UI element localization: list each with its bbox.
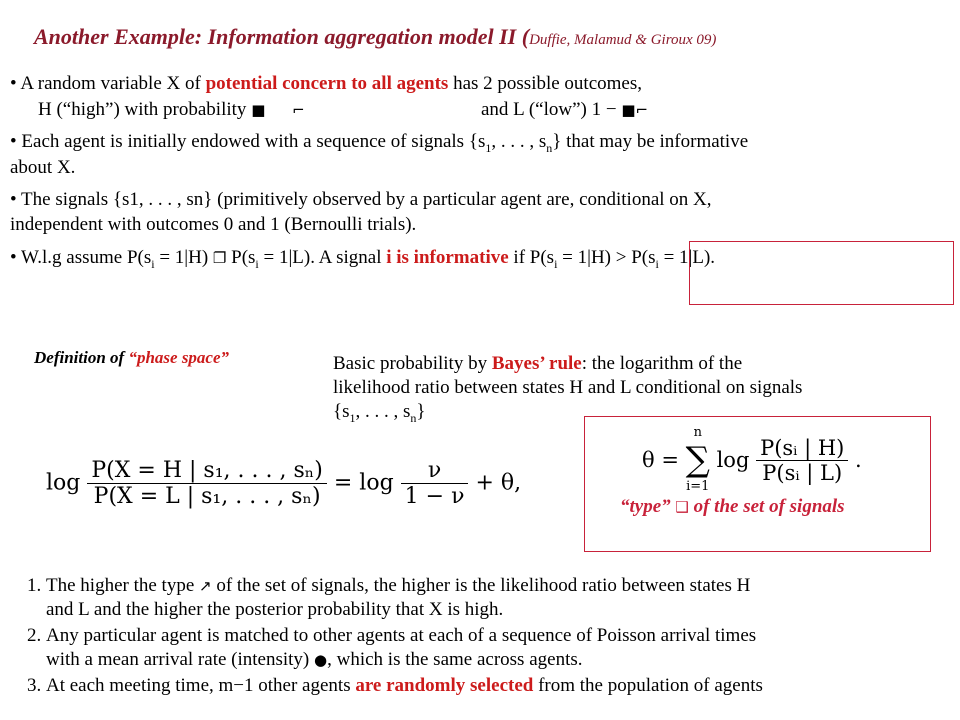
f1-nu-num: ν xyxy=(401,458,469,484)
f2-denominator: P(sᵢ | L) xyxy=(762,460,843,485)
nu-square-icon-2: ■ xyxy=(621,101,636,119)
li2-c: , which is the same across agents. xyxy=(327,649,583,670)
bullet-3-line-1: • The signals {s1, . . . , sn} (primitively observed by a particular agent are, conditional on X, xyxy=(10,189,712,210)
randomly-selected-highlight: are randomly selected xyxy=(355,675,534,696)
b4-a: • W.l.g assume P(s xyxy=(10,247,152,268)
bayes-line-1 xyxy=(333,352,802,376)
nu-square-icon: ■ xyxy=(251,101,266,119)
bullet-1-line-2 xyxy=(38,98,305,122)
f2-sum-bottom: i=1 xyxy=(686,479,710,494)
sub-i-4: i xyxy=(655,256,659,271)
f1-nu-fraction xyxy=(401,458,469,509)
bullet-2-text-c: } that may be informative xyxy=(552,131,749,152)
type-label-text: of the set of signals xyxy=(693,496,845,517)
bayes-l3c: } xyxy=(416,401,426,422)
sub-1: 1 xyxy=(485,140,492,155)
informative-box xyxy=(689,241,954,305)
definition-pre: Definition of xyxy=(34,348,129,367)
li1-b: of the set of signals, the higher is the likelihood ratio between states H xyxy=(211,575,751,596)
bayes-post: : the logarithm of the xyxy=(581,353,743,374)
list-item-2 xyxy=(46,624,960,672)
bullet-1-line-1 xyxy=(10,72,642,96)
hook-icon: ⌐ xyxy=(292,101,305,119)
b4-e: if P(s xyxy=(508,247,555,268)
low-outcome-text: and L (“low”) 1 − xyxy=(481,99,617,120)
bullet-2-text-b: , . . . , s xyxy=(491,131,547,152)
f2-sum xyxy=(686,424,710,496)
list-item-3 xyxy=(46,674,960,698)
bayes-l3b: , . . . , s xyxy=(355,401,411,422)
f1-tail: + θ, xyxy=(475,470,522,496)
bullet-2-line-2: about X. xyxy=(10,157,76,178)
f1-numerator: P(X = H | s₁, . . . , sₙ) xyxy=(87,458,326,484)
type-label xyxy=(620,496,845,518)
arrow-icon: ↗ xyxy=(199,577,212,595)
bayes-line-2: likelihood ratio between states H and L conditional on signals xyxy=(333,377,803,398)
informative-highlight: i is informative xyxy=(386,247,509,268)
low-outcome xyxy=(481,98,648,122)
f2-theta: θ = xyxy=(642,448,679,472)
phase-space-quote: “phase space” xyxy=(128,348,230,367)
li1-c: and L and the higher the posterior probability that X is high. xyxy=(46,599,504,620)
intensity-dot-icon: ● xyxy=(314,651,328,669)
f2-log: log xyxy=(716,448,750,472)
slide-title xyxy=(34,24,716,50)
f1-fraction xyxy=(87,458,326,509)
f1-denominator: P(X = L | s₁, . . . , sₙ) xyxy=(93,484,321,509)
b4-c: P(s xyxy=(226,247,256,268)
sub-i-2: i xyxy=(255,256,259,271)
list-item-1 xyxy=(46,574,960,622)
bullet-1-text: • A random variable X of xyxy=(10,73,206,94)
bayes-sub-1: 1 xyxy=(349,410,356,425)
li3-b: from the population of agents xyxy=(533,675,763,696)
b4-f: = 1|H) > P(s xyxy=(557,247,656,268)
geq-box-icon: ❐ xyxy=(212,249,227,267)
f1-nu-den: 1 − ν xyxy=(404,484,465,509)
b4-b: = 1|H) xyxy=(154,247,213,268)
log-likelihood-formula xyxy=(46,458,521,509)
theta-formula xyxy=(642,424,862,496)
li1-a: The higher the type xyxy=(46,575,200,596)
bayes-rule-highlight: Bayes’ rule xyxy=(491,353,582,374)
f1-log: log xyxy=(46,470,81,496)
bayes-sub-n: n xyxy=(410,410,417,425)
b4-d: = 1|L). A signal xyxy=(258,247,387,268)
high-outcome-text: H (“high”) with probability xyxy=(38,99,252,120)
type-quote: “type” xyxy=(620,496,671,517)
li2-a: Any particular agent is matched to other agents at each of a sequence of Poisson arrival times xyxy=(46,625,757,646)
f2-dot: . xyxy=(855,448,862,472)
checkbox-icon: ❑ xyxy=(675,498,689,516)
f2-numerator: P(sᵢ | H) xyxy=(756,436,848,461)
sub-n: n xyxy=(546,140,553,155)
title-main: Another Example: Information aggregation model II ( xyxy=(34,24,530,49)
bayes-pre: Basic probability by xyxy=(333,353,492,374)
hook-icon-2: ⌐ xyxy=(635,101,649,119)
sub-i-3: i xyxy=(554,256,558,271)
bullet-3-line-2: independent with outcomes 0 and 1 (Bernoulli trials). xyxy=(10,214,417,235)
numbered-list xyxy=(10,574,960,700)
bullet-4 xyxy=(10,246,715,276)
sigma-icon: ∑ xyxy=(685,440,710,480)
bullet-2-text: • Each agent is initially endowed with a sequence of signals {s xyxy=(10,131,486,152)
bullet-1-highlight: potential concern to all agents xyxy=(205,73,449,94)
definition-label xyxy=(34,348,229,368)
bayes-l3a: {s xyxy=(333,401,350,422)
f2-sum-top: n xyxy=(693,425,702,440)
li3-a: At each meeting time, m−1 other agents xyxy=(46,675,356,696)
b4-g: = 1|L). xyxy=(658,247,716,268)
li2-b: with a mean arrival rate (intensity) xyxy=(46,649,315,670)
sub-i-1: i xyxy=(151,256,155,271)
bullet-1-text-end: has 2 possible outcomes, xyxy=(448,73,643,94)
title-citation: Duffie, Malamud & Giroux 09) xyxy=(529,32,717,48)
bullet-2-line-1 xyxy=(10,130,748,160)
f2-fraction xyxy=(756,436,848,485)
f1-eq-log: = log xyxy=(333,470,394,496)
